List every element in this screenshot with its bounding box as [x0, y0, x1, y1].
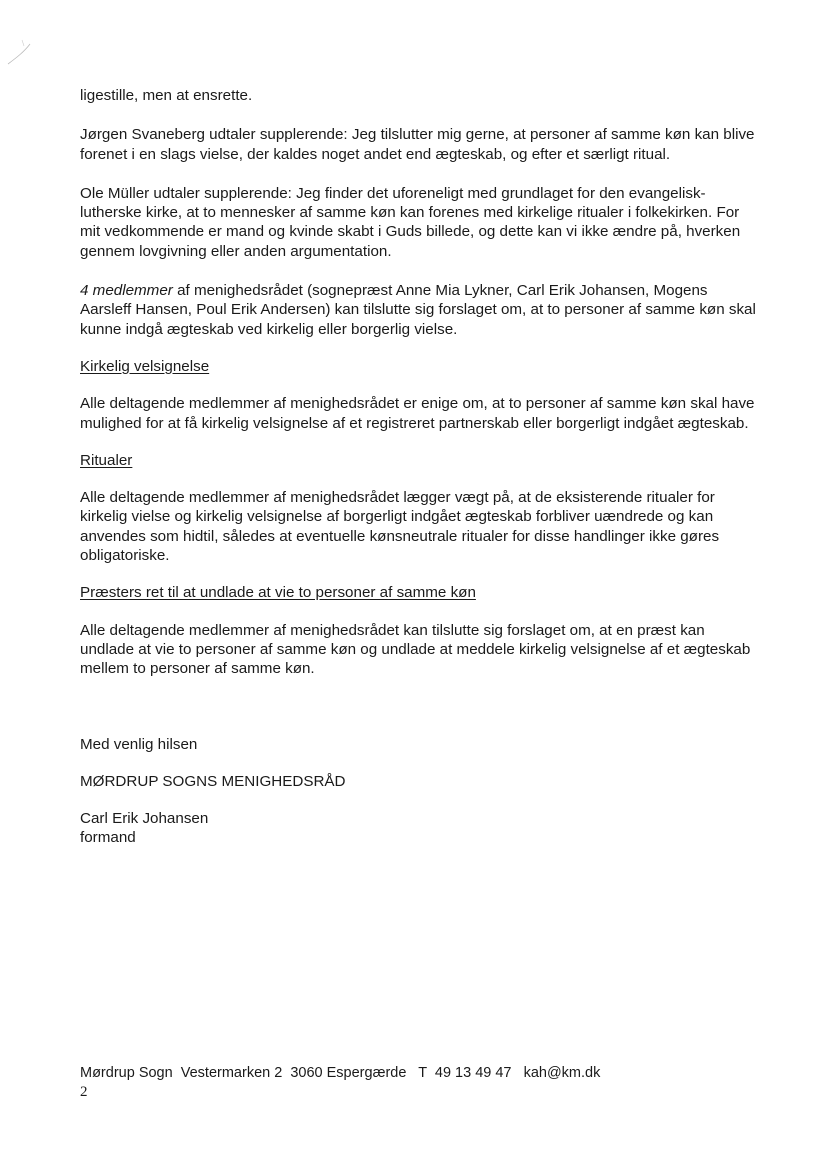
emphasis-four-members: 4 medlemmer	[80, 282, 173, 300]
footer-contact-line: Mørdrup Sogn Vestermarken 2 3060 Espergærde T 49 13 49 47 kah@km.dk	[80, 1065, 601, 1081]
paragraph-four-members	[80, 281, 760, 339]
closing-organization: MØRDRUP SOGNS MENIGHEDSRÅD	[80, 772, 346, 790]
paragraph-muller-statement: Ole Müller udtaler supplerende: Jeg finder det uforeneligt med grundlaget for den evangelisk-lutherske kirke, at to mennesker af samme køn kan forenes med kirkelige ritualer i folkekirken. For mit vedkommende er mand og kvinde skabt i Guds billede, og dette kan vi ikke ændre på, hverken gennem lovgivning eller anden argumentation.	[80, 184, 741, 260]
letter-body	[80, 86, 760, 848]
signer-name: Carl Erik Johansen	[80, 810, 209, 828]
scan-artifact-mark	[4, 36, 36, 68]
paragraph-svaneberg-statement: Jørgen Svaneberg udtaler supplerende: Jeg tilslutter mig gerne, at personer af samme køn kan blive forenet i en slags vielse, der kaldes noget andet end ægteskab, og efter et særligt ritual.	[80, 126, 755, 163]
signer-title: formand	[80, 829, 136, 847]
paragraph-four-members-text: af menighedsrådet (sognepræst Anne Mia Lykner, Carl Erik Johansen, Mogens Aarsleff Hansen, Poul Erik Andersen) kan tilslutte sig forslaget om, at to personer af samme køn skal kunne indgå ægteskab ved kirkelig eller borgerlig vielse.	[80, 282, 756, 338]
paragraph-continuation: ligestille, men at ensrette.	[80, 87, 253, 104]
section-heading-blessing: Kirkelig velsignelse	[80, 357, 210, 375]
section-body-blessing: Alle deltagende medlemmer af menighedsrådet er enige om, at to personer af samme køn skal have mulighed for at få kirkelig velsignelse af et registreret partnerskab eller borgerligt indgået ægteskab.	[80, 395, 755, 432]
closing-greeting: Med venlig hilsen	[80, 735, 198, 753]
section-heading-rituals: Ritualer	[80, 451, 133, 469]
section-body-rituals: Alle deltagende medlemmer af menighedsrådet lægger vægt på, at de eksisterende ritualer for kirkelig vielse og kirkelig velsignelse af borgerligt indgået ægteskab forbliver uændrede og kan anvendes som hidtil, således at eventuelle kønsneutrale ritualer for disse handlinger ikke gøres obligatoriske.	[80, 489, 720, 565]
section-heading-priests-right: Præsters ret til at undlade at vie to personer af samme køn	[80, 584, 476, 602]
page-number: 2	[80, 1084, 88, 1100]
section-body-priests-right: Alle deltagende medlemmer af menighedsrådet kan tilslutte sig forslaget om, at en præst kan undlade at vie to personer af samme køn og undlade at meddele kirkelig velsignelse af et ægteskab mellem to personer af samme køn.	[80, 621, 751, 678]
